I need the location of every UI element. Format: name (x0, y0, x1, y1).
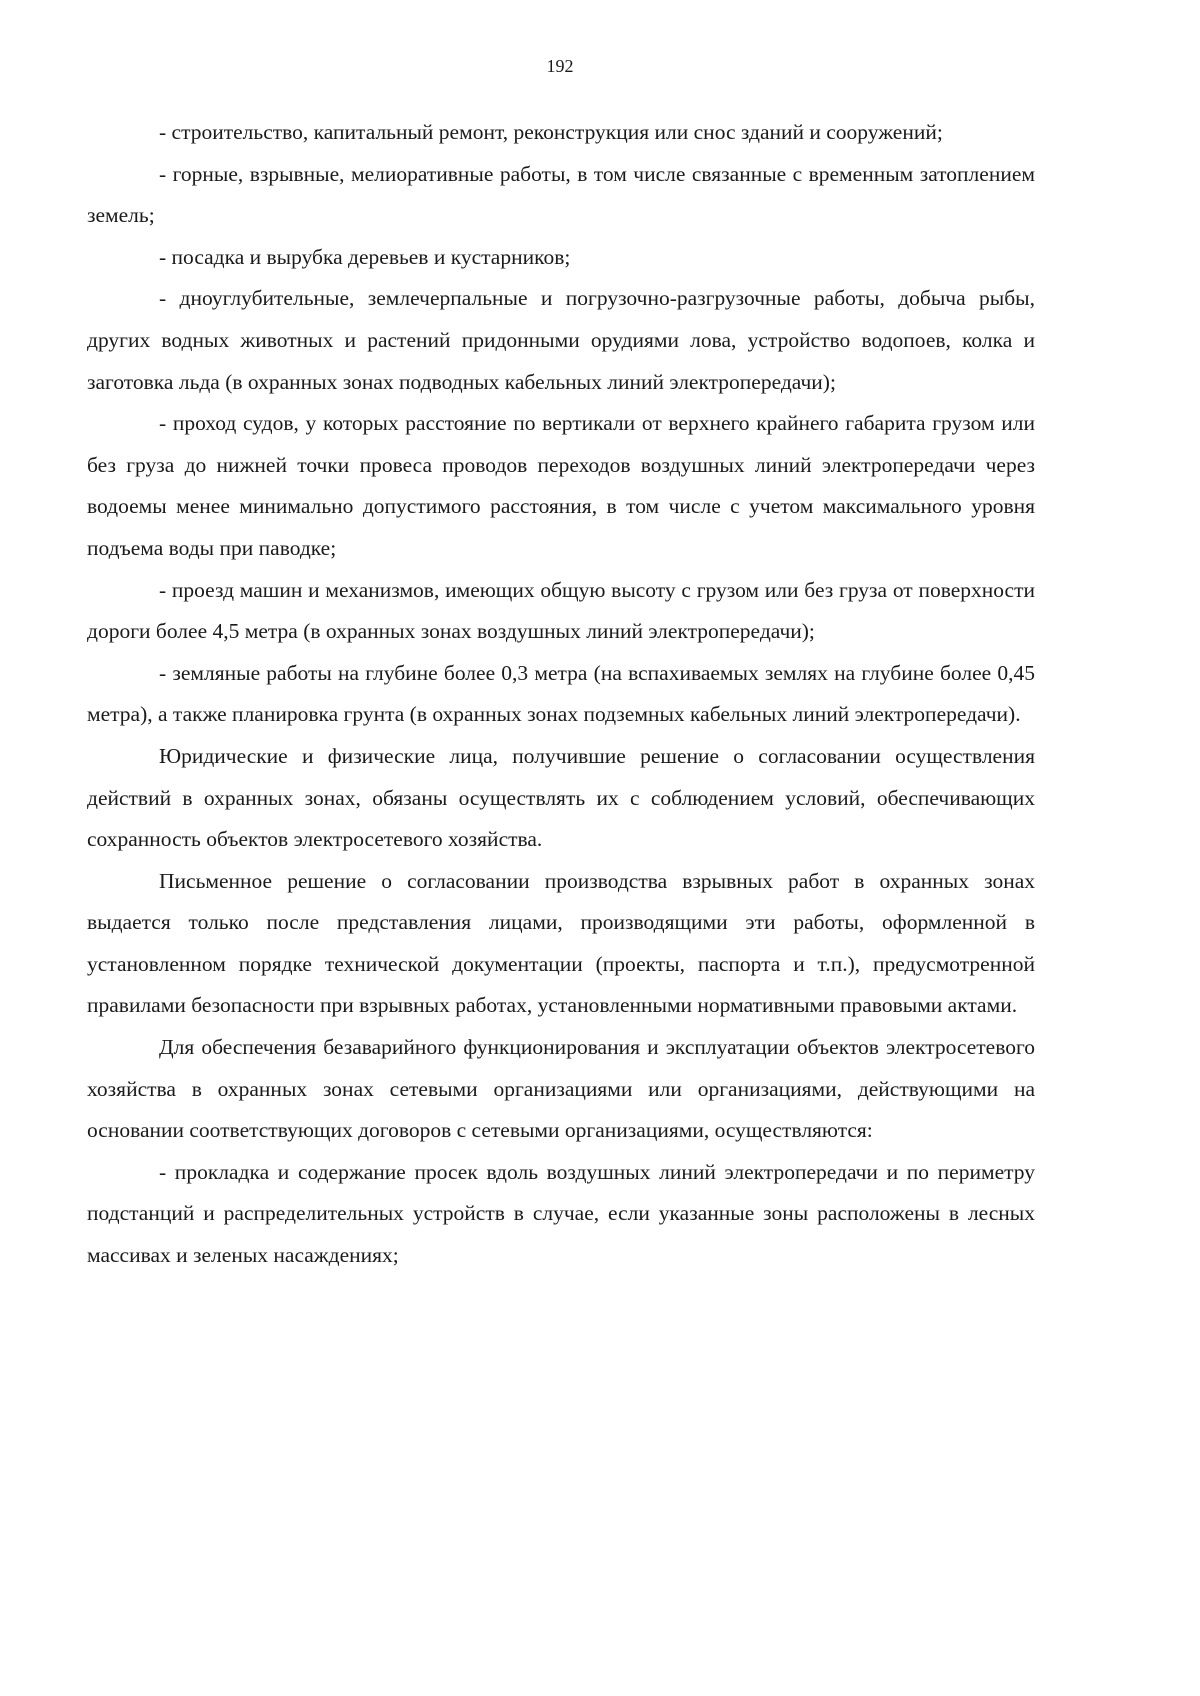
document-body (87, 112, 1035, 1277)
page-number: 192 (546, 56, 574, 76)
list-item-vessel-passage: - проход судов, у которых расстояние по вертикали от верхнего крайнего габарита грузом или без груза до нижней точки провеса проводов переходов воздушных линий электропередачи через водоемы менее минимально допустимого расстояния, в том числе с учетом максимального уровня подъема воды при паводке; (87, 411, 1035, 560)
paragraph-blasting-approval: Письменное решение о согласовании производства взрывных работ в охранных зонах выдается только после представления лицами, производящими эти работы, оформленной в установленном порядке технической документации (проекты, паспорта и т.п.), предусмотренной правилами безопасности при взрывных работах, установленными нормативными правовыми актами. (87, 868, 1035, 1018)
paragraph-grid-operation: Для обеспечения безаварийного функционирования и эксплуатации объектов электросетевого хозяйства в охранных зонах сетевыми организациями или организациями, действующими на основании соответствующих договоров с сетевыми организациями, осуществляются: (87, 1035, 1035, 1143)
list-item-construction: - строительство, капитальный ремонт, реконструкция или снос зданий и сооружений; (159, 120, 943, 144)
list-item-dredging: - дноуглубительные, землечерпальные и погрузочно-разгрузочные работы, добыча рыбы, других водных животных и растений придонными орудиями лова, устройство водопоев, колка и заготовка льда (в охранных зонах подводных кабельных линий электропередачи); (87, 286, 1035, 394)
list-item-vehicle-passage: - проезд машин и механизмов, имеющих общую высоту с грузом или без груза от поверхности дороги более 4,5 метра (в охранных зонах воздушных линий электропередачи); (87, 577, 1035, 644)
list-item-planting: - посадка и вырубка деревьев и кустарников; (159, 244, 571, 269)
paragraph-legal-entities: Юридические и физические лица, получившие решение о согласовании осуществления действий в охранных зонах, обязаны осуществлять их с соблюдением условий, обеспечивающих сохранность объектов электросетевого хозяйства. (87, 743, 1035, 852)
list-item-clearings: - прокладка и содержание просек вдоль воздушных линий электропередачи и по периметру подстанций и распределительных устройств в случае, если указанные зоны расположены в лесных массивах и зеленых насаждениях; (87, 1159, 1035, 1268)
list-item-mining-works: - горные, взрывные, мелиоративные работы, в том числе связанные с временным затоплением земель; (87, 161, 1035, 228)
list-item-earthworks: - земляные работы на глубине более 0,3 метра (на вспахиваемых землях на глубине более 0,45 метра), а также планировка грунта (в охранных зонах подземных кабельных линий электропередачи). (87, 660, 1035, 727)
